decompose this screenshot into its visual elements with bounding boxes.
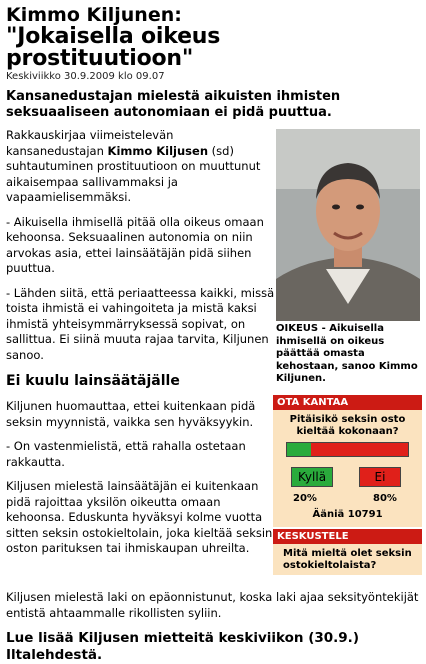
poll-question: Pitäisikö seksin osto kieltää kokonaan? [289, 414, 406, 437]
paragraph-1 [6, 128, 276, 206]
article-title [6, 4, 420, 70]
title-line-1: Kimmo Kiljunen: [6, 4, 182, 26]
portrait-photo [276, 129, 420, 321]
poll-box [273, 395, 422, 527]
paragraph-4: Kiljunen huomauttaa, ettei kuitenkaan pidä seksin myynnistä, vaikka sen hyväksyykin. [6, 399, 256, 429]
read-more[interactable]: Lue lisää Kiljusen mietteitä keskiviikon (30.9.) Iltalehdestä. [6, 630, 359, 663]
discussion-link[interactable]: Mitä mieltä olet seksin ostokieltolaista? [283, 548, 412, 571]
paragraph-6: Kiljusen mielestä lainsäätäjän ei kuitenkaan pidä rajoittaa yksilön oikeutta omaan kehoonsa. Eduskunta hyväksyi kolme vuotta sitten seksin ostokieltolain, joka kieltää seksin oston parituksen tai ihmiskaupan uhreilta. [6, 479, 273, 555]
poll-yes-fill [287, 443, 311, 456]
article-lead: Kansanedustajan mielestä aikuisten ihmisten seksuaaliseen autonomiaan ei pidä puuttua. [6, 89, 341, 120]
discussion-box[interactable] [273, 529, 422, 575]
paragraph-5: - On vastenmielistä, että rahalla ostetaan rakkautta. [6, 439, 246, 469]
title-line-2: "Jokaisella oikeus [6, 24, 221, 49]
paragraph-1-a: Rakkauskirjaa viimeistelevän [6, 128, 174, 142]
poll-header: OTA KANTAA [273, 395, 422, 410]
title-line-3: prostituutioon" [6, 46, 194, 71]
article-bottom [6, 590, 420, 664]
person-name: Kimmo Kiljusen [107, 143, 209, 158]
poll-vote-count: Ääniä 10791 [312, 509, 383, 520]
paragraph-1-c: (sd) suhtautuminen prostituutioon on muuttunut aikaisempaa sallivammaksi ja vapaamielisemmäksi. [6, 143, 261, 204]
paragraph-1-b: kansanedustajan [6, 143, 108, 158]
subheading: Ei kuulu lainsäätäjälle [6, 373, 180, 389]
article-date: Keskiviikko 30.9.2009 klo 09.07 [6, 71, 165, 82]
paragraph-3: - Lähden siitä, että periaatteessa kaikki, missä toista ihmistä ei vahingoiteta ja mistä kaksi ihmistä yhteisymmärryksessä sopivat, on sallittua. Ei siinä muuta rajaa tarvita, Kiljunen sanoo. [6, 285, 275, 362]
paragraph-7: Kiljusen mielestä laki on epäonnistunut, koska laki ajaa seksityöntekijät entistä ahtaammalle rikollisten syliin. [6, 590, 419, 620]
article-body [6, 128, 276, 566]
poll-yes-percent: 20% [293, 493, 317, 504]
poll-result-bar [286, 442, 409, 457]
discussion-header: KESKUSTELE [273, 529, 422, 544]
vote-yes-button[interactable]: Kyllä [291, 467, 333, 487]
poll-no-percent: 80% [373, 493, 397, 504]
paragraph-2: - Aikuisella ihmisellä pitää olla oikeus omaan kehoonsa. Seksuaalinen autonomia on niin arvokas asia, ettei lainsäätäjän pidä siihen puuttua. [6, 214, 264, 275]
photo-caption: OIKEUS - Aikuisella ihmisellä on oikeus päättää omasta kehostaan, sanoo Kimmo Kiljunen. [276, 323, 418, 384]
vote-no-button[interactable]: Ei [359, 467, 401, 487]
